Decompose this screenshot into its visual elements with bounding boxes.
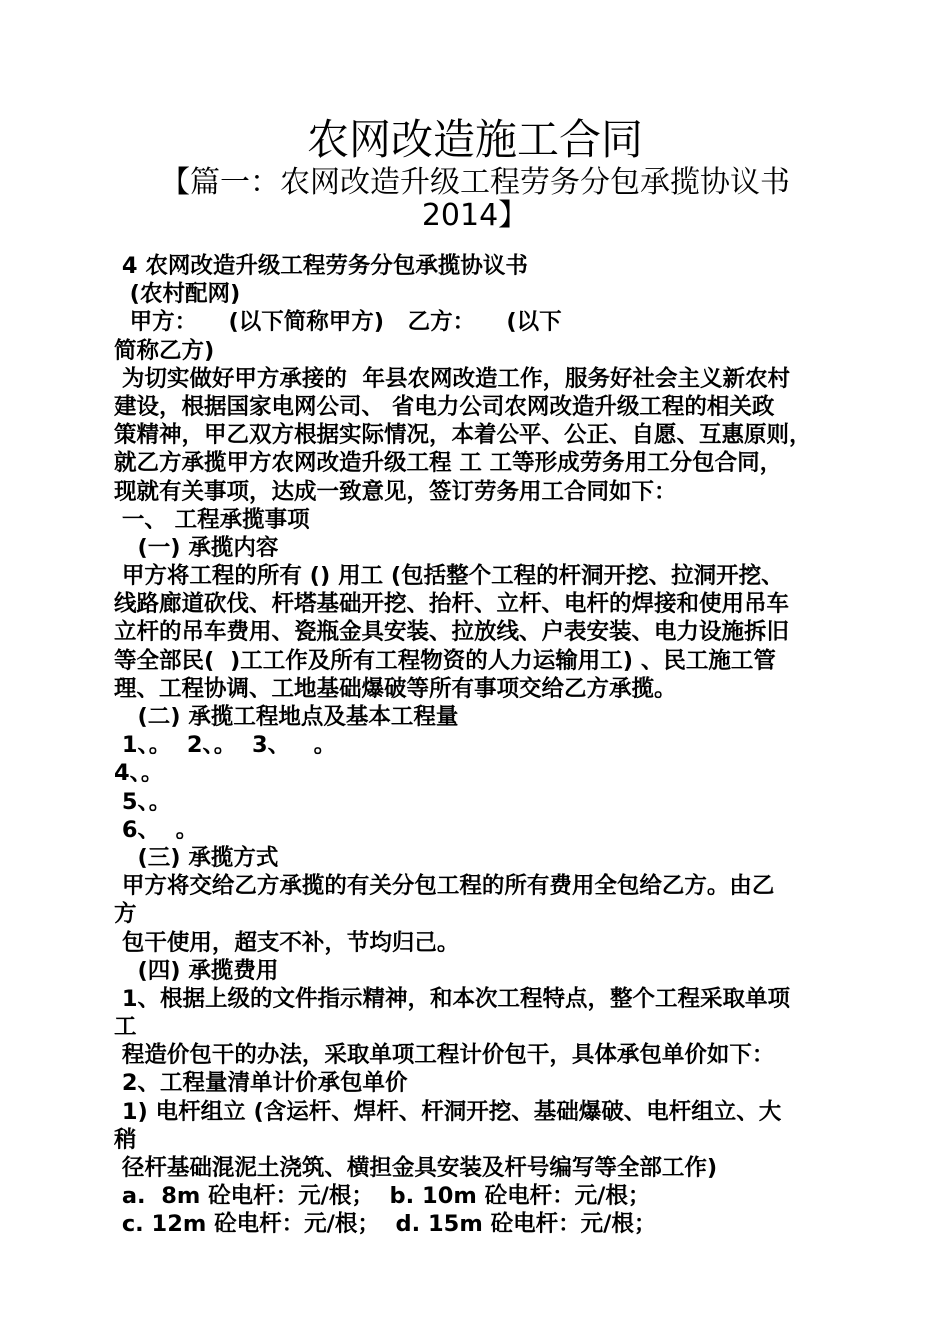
text-line: 包干使用，超支不补，节均归己。 [114, 929, 460, 956]
text-line: a. 8m 砼电杆：元/根； b. 10m 砼电杆：元/根； [114, 1183, 651, 1210]
text-line: 现就有关事项，达成一致意见，签订劳务用工合同如下： [114, 478, 677, 505]
text-line: c. 12m 砼电杆：元/根； d. 15m 砼电杆：元/根； [114, 1211, 657, 1238]
text-line: 为切实做好甲方承接的 年县农网改造工作，服务好社会主义新农村 [114, 365, 791, 392]
text-line: 等全部民( )工工作及所有工程物资的人力运输用工) 、民工施工管 [114, 647, 776, 674]
text-line: 简称乙方) [114, 337, 215, 364]
text-line: 6、 。 [114, 816, 199, 843]
text-line: 1、根据上级的文件指示精神，和本次工程特点，整个工程采取单项 [114, 985, 790, 1012]
document-subtitle: 【篇一：农网改造升级工程劳务分包承揽协议书 [160, 165, 790, 200]
contract-body [114, 252, 849, 1239]
subsection-heading: (三) 承揽方式 [114, 844, 279, 871]
text-line: 线路廊道砍伐、杆塔基础开挖、抬杆、立杆、电杆的焊接和使用吊车 [114, 591, 790, 618]
text-line: 径杆基础混泥土浇筑、横担金具安装及杆号编写等全部工作) [114, 1155, 718, 1181]
text-line: 稍 [114, 1126, 137, 1153]
text-line: 就乙方承揽甲方农网改造升级工程 工 工等形成劳务用工分包合同， [114, 450, 783, 477]
text-line: 甲方将工程的所有 () 用工 (包括整个工程的杆洞开挖、拉洞开挖、 [114, 563, 784, 590]
text-line: 4、。 [114, 760, 164, 787]
text-line: 5、。 [114, 788, 172, 815]
text-line: 建设，根据国家电网公司、 省电力公司农网改造升级工程的相关政 [114, 393, 775, 420]
text-line: 理、工程协调、工地基础爆破等所有事项交给乙方承揽。 [114, 675, 677, 702]
subsection-heading: (一) 承揽内容 [114, 534, 279, 561]
text-line: (农村配网) [114, 281, 241, 308]
text-line: 程造价包干的办法，采取单项工程计价包干，具体承包单价如下： [114, 1042, 775, 1069]
text-line: 4 农网改造升级工程劳务分包承揽协议书 [114, 253, 528, 279]
text-line: 甲方将交给乙方承揽的有关分包工程的所有费用全包给乙方。由乙 [114, 873, 775, 900]
text-line: 1、。 2、。 3、 。 [114, 732, 337, 759]
document-title: 农网改造施工合同 [306, 115, 643, 164]
subsection-heading: (二) 承揽工程地点及基本工程量 [114, 704, 459, 730]
text-line: 方 [114, 901, 137, 928]
text-line: 2、工程量清单计价承包单价 [114, 1070, 408, 1097]
section-heading: 一、 工程承揽事项 [114, 506, 310, 533]
text-line: 甲方： (以下简称甲方) 乙方： (以下 [114, 309, 562, 336]
subsection-heading: (四) 承揽费用 [114, 957, 279, 984]
text-line: 1) 电杆组立 (含运杆、焊杆、杆洞开挖、基础爆破、电杆组立、大 [114, 1098, 782, 1125]
text-line: 立杆的吊车费用、瓷瓶金具安装、拉放线、户表安装、电力设施拆旧 [114, 619, 790, 646]
text-line: 策精神，甲乙双方根据实际情况，本着公平、公正、自愿、互惠原则， [114, 422, 812, 449]
document-subtitle-continued: 2014】 [421, 198, 529, 233]
text-line: 工 [114, 1014, 137, 1041]
